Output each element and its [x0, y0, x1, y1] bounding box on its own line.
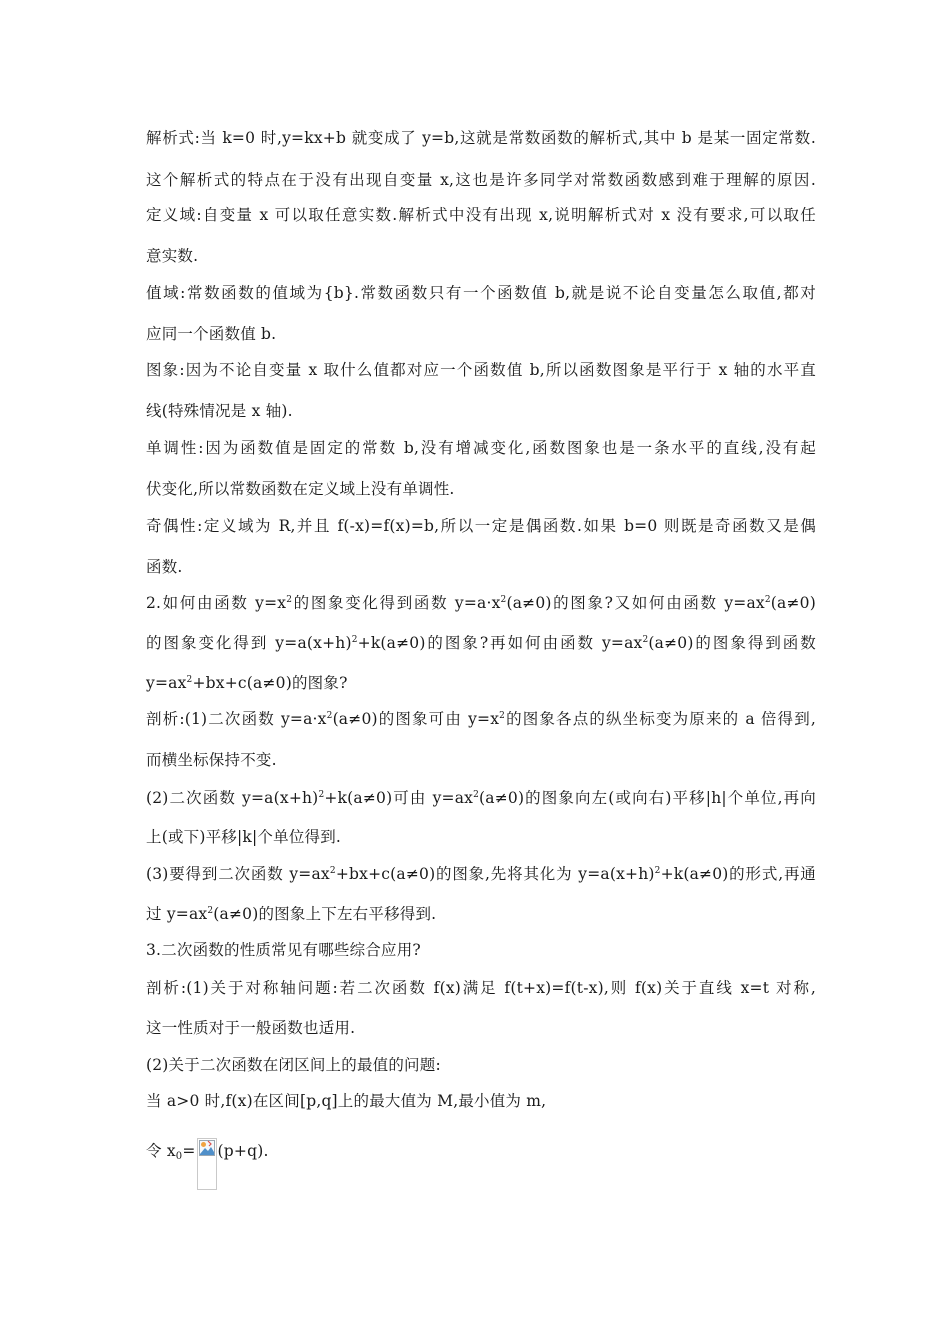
text-line: 这一性质对于一般函数也适用.	[146, 1019, 356, 1037]
question-2-line-2: 的图象变化得到 $y=a(x+h)^2+k(a\ne 0)$的图象?再如何由函数 $y=ax^2(a\ne 0)$的图象得到函数	[146, 634, 816, 652]
question-2-line-3: $y=ax^2+bx+c(a\ne 0)$的图象?	[146, 674, 348, 692]
broken-image-icon	[197, 1138, 217, 1190]
answer-2-2: (2)二次函数 $y=a(x+h)^2+k(a\ne 0)$可由 $y=ax^2(a\ne 0)$的图象向左(或向右)平移|h|个单位,再向	[146, 789, 816, 807]
answer-2-3: (3)要得到二次函数 $y=ax^2+bx+c(a\ne 0)$的图象,先将其化为 $y=a(x+h)^2+k(a\ne 0)$的形式,再通	[146, 865, 816, 883]
text-line: 而横坐标保持不变.	[146, 751, 277, 769]
text-line: 剖析:(1)关于对称轴问题:若二次函数 f(x)满足 f(t+x)=f(t-x),则 f(x)关于直线 x=t 对称,	[146, 979, 816, 997]
text-line: 值域:常数函数的值域为{b}.常数函数只有一个函数值 b,就是说不论自变量怎么取值,都对	[146, 284, 816, 302]
text-line: 线(特殊情况是 x 轴).	[146, 402, 293, 420]
text-line: 意实数.	[146, 247, 199, 265]
formula-line: 令 $x_0=$ (p+q).	[146, 1138, 816, 1190]
text-line: 当 a>0 时,f(x)在区间[p,q]上的最大值为 M,最小值为 m,	[146, 1092, 547, 1110]
text-line: 函数.	[146, 558, 183, 576]
text-line: 单调性:因为函数值是固定的常数 b,没有增减变化,函数图象也是一条水平的直线,没有起	[146, 439, 816, 457]
text-line: 奇偶性:定义域为 R,并且 f(-x)=f(x)=b,所以一定是偶函数.如果 b=0 则既是奇函数又是偶	[146, 517, 816, 535]
text-line: 应同一个函数值 b.	[146, 325, 277, 343]
text-line: 解析式:当 k=0 时,y=kx+b 就变成了 y=b,这就是常数函数的解析式,其中 b 是某一固定常数.	[146, 129, 816, 147]
text-line: 这个解析式的特点在于没有出现自变量 x,这也是许多同学对常数函数感到难于理解的原因.	[146, 171, 816, 189]
text-line: 伏变化,所以常数函数在定义域上没有单调性.	[146, 480, 455, 498]
answer-2-3b: 过 $y=ax^2(a\ne 0)$的图象上下左右平移得到.	[146, 905, 437, 923]
answer-2-1: 剖析:(1)二次函数 $y=a\cdot x^2(a\ne 0)$的图象可由 $y=x^2$的图象各点的纵坐标变为原来的 a 倍得到,	[146, 710, 816, 728]
text-line: 图象:因为不论自变量 x 取什么值都对应一个函数值 b,所以函数图象是平行于 x 轴的水平直	[146, 361, 816, 379]
question-3-title: 3.二次函数的性质常见有哪些综合应用?	[146, 941, 421, 959]
text-line: 上(或下)平移|k|个单位得到.	[146, 828, 342, 846]
text-line: (2)关于二次函数在闭区间上的最值的问题:	[146, 1056, 441, 1074]
text-line: 定义域:自变量 x 可以取任意实数.解析式中没有出现 x,说明解析式对 x 没有要求,可以取任	[146, 206, 816, 224]
question-2-line-1: 2.如何由函数 $y=x^2$的图象变化得到函数 $y=a\cdot x^2(a\ne 0)$的图象?又如何由函数 $y=ax^2(a\ne 0)$	[146, 594, 816, 612]
